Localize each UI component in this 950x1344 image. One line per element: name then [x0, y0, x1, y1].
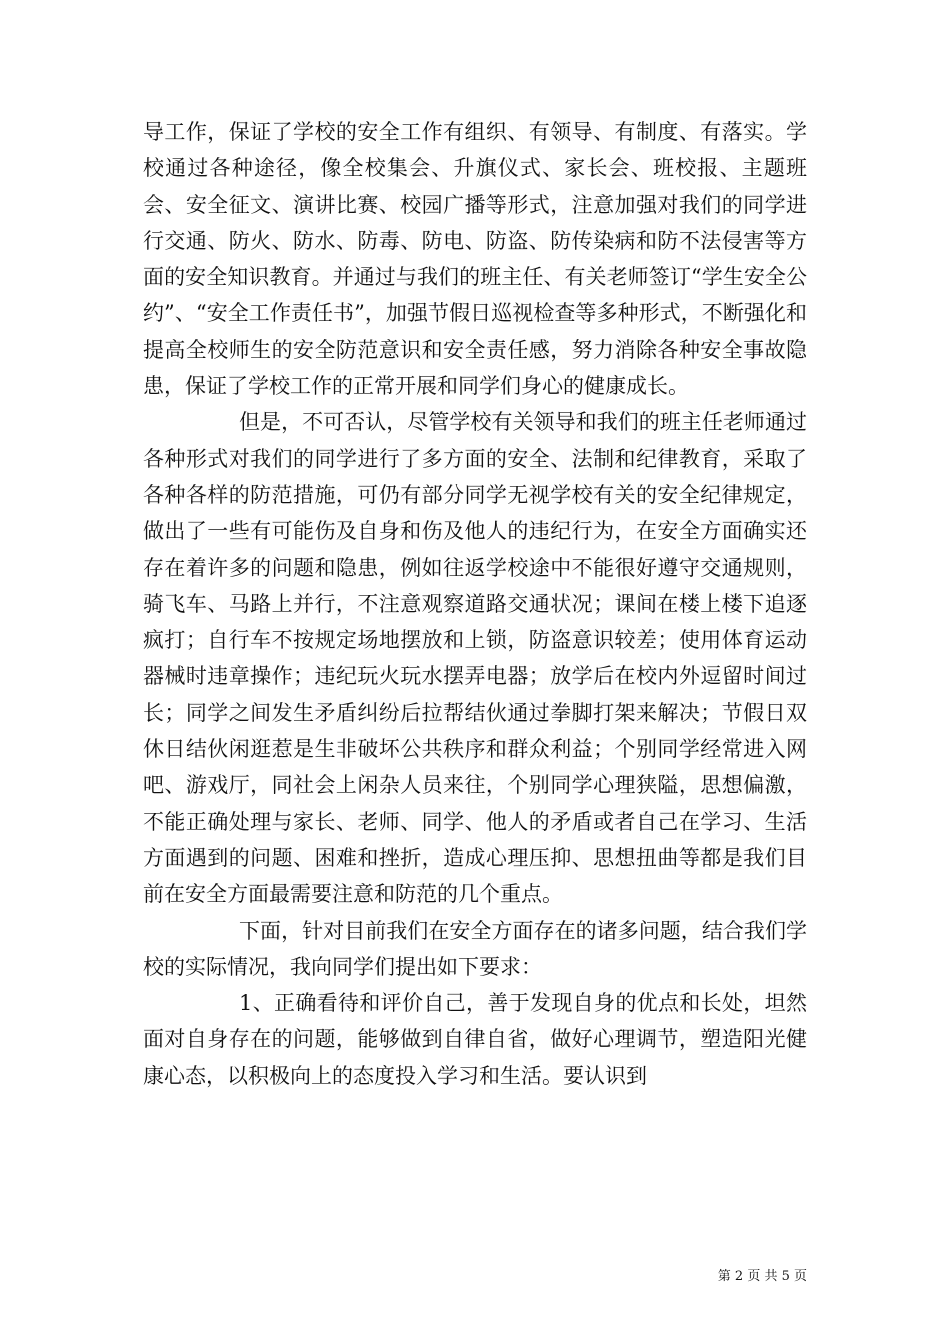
document-body	[143, 114, 807, 1094]
page-number-footer: 第 2 页 共 5 页	[717, 1269, 807, 1284]
paragraph-4: 1、正确看待和评价自己，善于发现自身的优点和长处，坦然面对自身存在的问题，能够做到自律自省，做好心理调节，塑造阳光健康心态，以积极向上的态度投入学习和生活。要认识到	[143, 991, 807, 1088]
paragraph-1: 导工作，保证了学校的安全工作有组织、有领导、有制度、有落实。学校通过各种途径，像全校集会、升旗仪式、家长会、班校报、主题班会、安全征文、演讲比赛、校园广播等形式，注意加强对我们的同学进行交通、防火、防水、防毒、防电、防盗、防传染病和防不法侵害等方面的安全知识教育。并通过与我们的班主任、有关老师签订“学生安全公约”、“安全工作责任书”，加强节假日巡视检查等多种形式，不断强化和提高全校师生的安全防范意识和安全责任感，努力消除各种安全事故隐患，保证了学校工作的正常开展和同学们身心的健康成长。	[143, 120, 807, 399]
paragraph-3: 下面，针对目前我们在安全方面存在的诸多问题，结合我们学校的实际情况，我向同学们提出如下要求：	[143, 918, 807, 979]
paragraph-2: 但是，不可否认，尽管学校有关领导和我们的班主任老师通过各种形式对我们的同学进行了多方面的安全、法制和纪律教育，采取了各种各样的防范措施，可仍有部分同学无视学校有关的安全纪律规定，做出了一些有可能伤及自身和伤及他人的违纪行为，在安全方面确实还存在着许多的问题和隐患，例如往返学校途中不能很好遵守交通规则，骑飞车、马路上并行，不注意观察道路交通状况；课间在楼上楼下追逐疯打；自行车不按规定场地摆放和上锁，防盗意识较差；使用体育运动器械时违章操作；违纪玩火玩水摆弄电器；放学后在校内外逗留时间过长；同学之间发生矛盾纠纷后拉帮结伙通过拳脚打架来解决；节假日双休日结伙闲逛惹是生非破坏公共秩序和群众利益；个别同学经常进入网吧、游戏厅，同社会上闲杂人员来往，个别同学心理狭隘，思想偏激，不能正确处理与家长、老师、同学、他人的矛盾或者自己在学习、生活方面遇到的问题、困难和挫折，造成心理压抑、思想扭曲等都是我们目前在安全方面最需要注意和防范的几个重点。	[143, 410, 807, 907]
